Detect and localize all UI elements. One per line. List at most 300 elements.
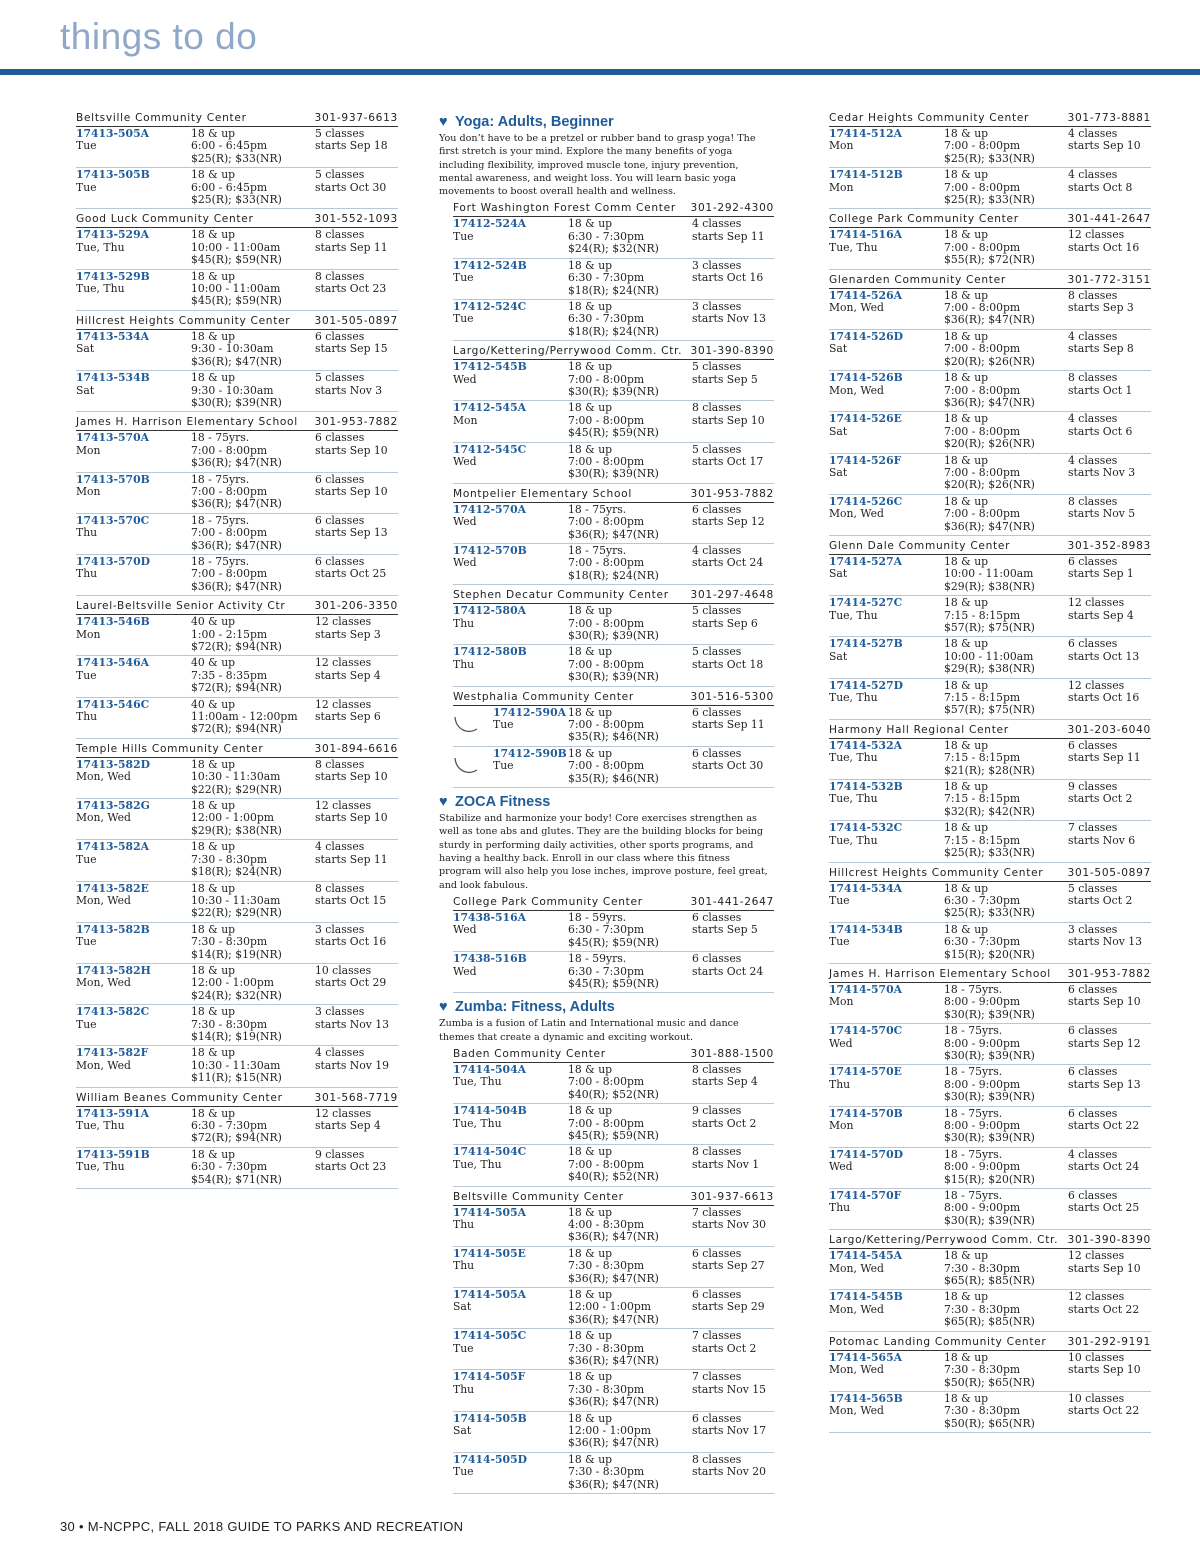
- venue-phone: 301-953-7882: [1067, 967, 1151, 980]
- class-count: 9 classes: [315, 1147, 365, 1161]
- entry-detail-cell: [568, 1146, 692, 1183]
- class-count: 6 classes: [1068, 637, 1118, 651]
- class-fee: $36(R); $47(NR): [944, 519, 1035, 533]
- class-days: Tue, Thu: [453, 1157, 502, 1171]
- class-entry: [829, 454, 1151, 495]
- entry-schedule-cell: [1068, 496, 1151, 533]
- venue-name: Laurel-Beltsville Senior Activity Ctr: [76, 600, 286, 613]
- venue-name: Harmony Hall Regional Center: [829, 723, 1009, 736]
- entry-schedule-cell: [315, 924, 398, 961]
- class-entry: [453, 604, 774, 645]
- class-start: starts Sep 4: [692, 1075, 758, 1089]
- entry-code-cell: [829, 822, 944, 859]
- class-days: Wed: [453, 964, 477, 978]
- class-age: 18 & up: [191, 371, 236, 385]
- class-age: 18 & up: [191, 922, 236, 936]
- heart-icon: ♥: [439, 794, 448, 811]
- entry-code-cell: [76, 841, 191, 878]
- class-age: 18 & up: [944, 596, 989, 610]
- entry-code-cell: [829, 1025, 944, 1062]
- class-time: 6:30 - 7:30pm: [191, 1160, 268, 1174]
- class-entry: [829, 780, 1151, 821]
- class-count: 5 classes: [692, 604, 742, 618]
- class-days: Tue: [76, 668, 97, 682]
- class-code: 17412-524B: [453, 258, 527, 272]
- class-days: Mon: [76, 484, 101, 498]
- class-entry: [829, 1351, 1151, 1392]
- venue-name: James H. Harrison Elementary School: [76, 416, 298, 429]
- class-code: 17414-570B: [829, 1106, 903, 1120]
- entry-detail-cell: [944, 496, 1068, 533]
- entry-schedule-cell: [692, 1371, 774, 1408]
- class-count: 6 classes: [1068, 554, 1118, 568]
- class-fee: $35(R); $46(NR): [568, 730, 659, 744]
- class-fee: $11(R); $15(NR): [191, 1071, 282, 1085]
- entry-schedule-cell: [692, 260, 774, 297]
- entry-schedule-cell: [315, 1149, 398, 1186]
- venue-phone: 301-953-7882: [690, 487, 774, 500]
- entry-schedule-cell: [315, 229, 398, 266]
- class-days: Tue, Thu: [76, 240, 125, 254]
- class-count: 9 classes: [692, 1104, 742, 1118]
- class-fee: $65(R); $85(NR): [944, 1315, 1035, 1329]
- class-days: Tue: [76, 852, 97, 866]
- class-code: 17414-545A: [829, 1249, 902, 1263]
- entry-detail-cell: [944, 556, 1068, 593]
- class-time: 7:00 - 8:00pm: [568, 413, 645, 427]
- column-1: [76, 108, 398, 1189]
- wave-logo-icon: [453, 752, 479, 776]
- class-days: Tue, Thu: [76, 1119, 125, 1132]
- class-age: 18 & up: [944, 371, 989, 385]
- class-count: 10 classes: [1068, 1391, 1125, 1405]
- entry-schedule-cell: [692, 402, 774, 439]
- class-start: starts Sep 6: [692, 616, 758, 630]
- class-age: 18 - 75yrs.: [568, 502, 627, 516]
- entry-schedule-cell: [1068, 169, 1151, 206]
- class-age: 40 & up: [191, 697, 236, 711]
- class-age: 18 & up: [568, 705, 613, 719]
- class-count: 4 classes: [1068, 1147, 1118, 1161]
- class-fee: $45(R); $59(NR): [568, 935, 659, 949]
- section-title-text: Yoga: Adults, Beginner: [455, 114, 614, 130]
- class-fee: $18(R); $24(NR): [568, 568, 659, 582]
- venue-phone: 301-297-4648: [690, 589, 774, 602]
- class-time: 7:00 - 8:00pm: [568, 616, 645, 630]
- class-count: 4 classes: [1068, 168, 1118, 182]
- class-fee: $30(R); $39(NR): [568, 670, 659, 684]
- entry-detail-cell: [944, 1025, 1068, 1062]
- entry-detail-cell: [944, 1190, 1068, 1227]
- venue-name: Montpelier Elementary School: [453, 487, 632, 500]
- class-code: 17414-570D: [829, 1147, 903, 1161]
- class-days: Tue, Thu: [829, 833, 878, 847]
- class-entry: [829, 1107, 1151, 1148]
- class-fee: $36(R); $47(NR): [568, 1395, 659, 1409]
- class-age: 40 & up: [191, 656, 236, 670]
- class-entry: [829, 596, 1151, 637]
- class-entry: [829, 412, 1151, 453]
- entry-schedule-cell: [692, 1105, 774, 1142]
- class-start: starts Sep 10: [692, 413, 765, 427]
- class-days: Mon, Wed: [76, 1058, 131, 1072]
- class-entry: [453, 1247, 774, 1288]
- class-days: Tue: [76, 935, 97, 949]
- venue-header: [453, 487, 774, 503]
- class-days: Tue: [453, 1341, 474, 1355]
- class-start: starts Nov 3: [1068, 465, 1136, 479]
- class-fee: $45(R); $59(NR): [568, 426, 659, 440]
- entry-code-cell: [453, 1454, 568, 1491]
- entry-schedule-cell: [1068, 822, 1151, 859]
- venue-name: William Beanes Community Center: [76, 1091, 283, 1104]
- class-start: starts Sep 12: [692, 515, 765, 529]
- class-age: 18 & up: [944, 738, 989, 752]
- entry-code-cell: [453, 1146, 568, 1183]
- class-count: 12 classes: [1068, 1249, 1125, 1263]
- class-age: 18 & up: [944, 922, 989, 936]
- entry-code-cell: [76, 1149, 191, 1186]
- class-count: 3 classes: [315, 1005, 365, 1019]
- class-entry: [76, 656, 398, 697]
- class-time: 7:30 - 8:30pm: [944, 1302, 1021, 1316]
- class-days: Thu: [76, 526, 98, 540]
- class-entry: [829, 1189, 1151, 1230]
- entry-detail-cell: [191, 229, 315, 266]
- class-count: 12 classes: [1068, 596, 1125, 610]
- class-code: 17413-582D: [76, 757, 150, 771]
- class-entry: [453, 544, 774, 585]
- class-code: 17414-565A: [829, 1350, 902, 1364]
- venue-phone: 301-894-6616: [314, 742, 398, 755]
- venue-header: [453, 690, 774, 706]
- class-entry: [76, 882, 398, 923]
- class-age: 18 - 75yrs.: [191, 554, 250, 568]
- entry-schedule-cell: [1068, 1393, 1151, 1430]
- class-code: 17414-505A: [453, 1288, 526, 1302]
- class-entry: [453, 1104, 774, 1145]
- class-age: 18 & up: [568, 1452, 613, 1466]
- entry-code-cell: [76, 699, 191, 736]
- venue-header: [829, 212, 1151, 228]
- class-time: 10:00 - 11:00am: [944, 567, 1034, 581]
- class-count: 12 classes: [1068, 678, 1125, 692]
- class-code: 17413-570C: [76, 513, 150, 527]
- class-time: 7:15 - 8:15pm: [944, 833, 1021, 847]
- entry-code-cell: [829, 1393, 944, 1430]
- class-fee: $45(R); $59(NR): [191, 253, 282, 267]
- class-time: 7:00 - 8:00pm: [568, 1075, 645, 1089]
- class-age: 18 & up: [191, 127, 236, 140]
- class-code: 17413-591A: [76, 1106, 149, 1120]
- entry-schedule-cell: [1068, 740, 1151, 777]
- entry-detail-cell: [191, 699, 315, 736]
- class-days: Thu: [453, 1382, 475, 1396]
- class-count: 5 classes: [692, 360, 742, 374]
- entry-schedule-cell: [692, 605, 774, 642]
- class-count: 7 classes: [692, 1370, 742, 1384]
- class-start: starts Nov 6: [1068, 833, 1136, 847]
- class-age: 18 & up: [568, 1411, 613, 1425]
- entry-code-cell: [453, 1064, 568, 1101]
- class-entry: [453, 911, 774, 952]
- class-count: 12 classes: [1068, 228, 1125, 242]
- class-entry: [453, 1145, 774, 1186]
- entry-schedule-cell: [315, 1006, 398, 1043]
- class-start: starts Oct 24: [692, 556, 764, 570]
- class-fee: $30(R); $39(NR): [944, 1007, 1035, 1021]
- class-count: 6 classes: [692, 705, 742, 719]
- class-days: Sat: [76, 383, 95, 397]
- class-start: starts Oct 25: [1068, 1201, 1140, 1215]
- entry-code-cell: [76, 1108, 191, 1145]
- class-code: 17414-570A: [829, 982, 902, 996]
- class-count: 6 classes: [692, 502, 742, 516]
- class-start: starts Sep 1: [1068, 567, 1134, 581]
- class-time: 1:00 - 2:15pm: [191, 627, 268, 641]
- venue-header: [453, 588, 774, 604]
- entry-detail-cell: [568, 1248, 692, 1285]
- entry-schedule-cell: [315, 616, 398, 653]
- class-entry: [829, 168, 1151, 209]
- entry-schedule-cell: [692, 646, 774, 683]
- class-code: 17412-590B: [493, 746, 567, 760]
- class-count: 8 classes: [692, 401, 742, 415]
- class-entry: [453, 217, 774, 258]
- entry-detail-cell: [191, 169, 315, 206]
- class-start: starts Nov 15: [692, 1382, 767, 1396]
- venue-header: [829, 967, 1151, 983]
- class-days: Wed: [453, 515, 477, 529]
- class-fee: $30(R); $39(NR): [944, 1090, 1035, 1104]
- entry-detail-cell: [191, 965, 315, 1002]
- class-days: Tue, Thu: [76, 1160, 125, 1174]
- entry-code-cell: [453, 402, 568, 439]
- entry-code-cell: [76, 331, 191, 368]
- class-age: 18 - 75yrs.: [191, 472, 250, 486]
- class-entry: [453, 1370, 774, 1411]
- venue-name: Baden Community Center: [453, 1047, 606, 1060]
- class-time: 12:00 - 1:00pm: [568, 1424, 652, 1438]
- entry-schedule-cell: [1068, 1352, 1151, 1389]
- entry-detail-cell: [944, 822, 1068, 859]
- class-count: 12 classes: [315, 615, 372, 629]
- entry-code-cell: [829, 1291, 944, 1328]
- entry-detail-cell: [944, 372, 1068, 409]
- class-code: 17414-534B: [829, 922, 903, 936]
- class-fee: $36(R); $47(NR): [568, 1436, 659, 1450]
- class-entry: [829, 371, 1151, 412]
- class-start: starts Sep 10: [1068, 139, 1141, 153]
- class-age: 18 & up: [944, 228, 989, 242]
- venue-phone: 301-352-8983: [1067, 539, 1151, 552]
- heart-icon: ♥: [439, 114, 448, 130]
- class-start: starts Sep 4: [315, 668, 381, 682]
- entry-detail-cell: [568, 1330, 692, 1367]
- class-age: 18 & up: [568, 604, 613, 618]
- venue-header: [829, 539, 1151, 555]
- header-rule: [0, 69, 1200, 75]
- class-start: starts Oct 16: [692, 271, 764, 285]
- class-entry: [829, 1024, 1151, 1065]
- entry-detail-cell: [191, 271, 315, 308]
- entry-detail-cell: [944, 1108, 1068, 1145]
- class-fee: $21(R); $28(NR): [944, 763, 1035, 777]
- entry-detail-cell: [944, 638, 1068, 675]
- entry-detail-cell: [944, 1393, 1068, 1430]
- class-time: 4:00 - 8:30pm: [568, 1217, 645, 1231]
- class-start: starts Sep 4: [1068, 608, 1134, 622]
- class-days: Mon, Wed: [829, 1302, 884, 1316]
- class-days: Sat: [829, 342, 848, 356]
- class-count: 6 classes: [692, 910, 742, 924]
- class-fee: $36(R); $47(NR): [568, 1271, 659, 1285]
- class-days: Tue: [829, 935, 850, 949]
- column-2: [439, 108, 774, 1494]
- class-start: starts Sep 13: [315, 526, 388, 540]
- class-code: 17413-582A: [76, 840, 149, 854]
- class-time: 6:00 - 6:45pm: [191, 180, 268, 194]
- entry-schedule-cell: [692, 748, 774, 785]
- class-count: 9 classes: [1068, 780, 1118, 794]
- class-age: 18 & up: [944, 494, 989, 508]
- entry-schedule-cell: [1068, 413, 1151, 450]
- class-start: starts Sep 11: [692, 229, 765, 243]
- class-age: 18 & up: [568, 1104, 613, 1118]
- class-count: 4 classes: [1068, 453, 1118, 467]
- entry-schedule-cell: [1068, 1291, 1151, 1328]
- entry-detail-cell: [568, 646, 692, 683]
- class-time: 7:30 - 8:30pm: [944, 1363, 1021, 1377]
- class-fee: $24(R); $32(NR): [568, 242, 659, 256]
- class-count: 3 classes: [1068, 922, 1118, 936]
- class-time: 8:00 - 9:00pm: [944, 1160, 1021, 1174]
- venue-header: [76, 1091, 398, 1107]
- entry-detail-cell: [944, 455, 1068, 492]
- venue-name: Hillcrest Heights Community Center: [829, 866, 1044, 879]
- class-fee: $30(R); $39(NR): [944, 1213, 1035, 1227]
- class-code: 17414-527A: [829, 554, 902, 568]
- venue-phone: 301-568-7719: [314, 1091, 398, 1104]
- class-code: 17414-526E: [829, 412, 902, 426]
- entry-schedule-cell: [315, 883, 398, 920]
- class-code: 17414-527B: [829, 637, 903, 651]
- class-code: 17413-591B: [76, 1147, 150, 1161]
- wave-icon-cell: [453, 748, 493, 785]
- class-count: 4 classes: [315, 1046, 365, 1060]
- venue-name: James H. Harrison Elementary School: [829, 967, 1051, 980]
- class-age: 18 & up: [191, 329, 236, 343]
- venue-name: Largo/Kettering/Perrywood Comm. Ctr.: [453, 345, 683, 358]
- entry-schedule-cell: [1068, 556, 1151, 593]
- entry-schedule-cell: [1068, 984, 1151, 1021]
- class-time: 6:30 - 7:30pm: [568, 229, 645, 243]
- entry-code-cell: [76, 515, 191, 552]
- class-age: 18 & up: [944, 678, 989, 692]
- class-entry: [453, 747, 774, 788]
- class-fee: $40(R); $52(NR): [568, 1170, 659, 1184]
- class-entry: [76, 1005, 398, 1046]
- entry-code-cell: [829, 924, 944, 961]
- entry-code-cell: [453, 260, 568, 297]
- class-start: starts Nov 20: [692, 1465, 767, 1479]
- class-time: 10:00 - 11:00am: [944, 649, 1034, 663]
- class-start: starts Oct 22: [1068, 1404, 1140, 1418]
- class-time: 7:00 - 8:00pm: [191, 567, 268, 581]
- class-count: 8 classes: [1068, 371, 1118, 385]
- entry-detail-cell: [568, 707, 692, 744]
- class-age: 18 & up: [944, 1391, 989, 1405]
- class-code: 17414-505B: [453, 1411, 527, 1425]
- venue-header: [76, 314, 398, 330]
- page-header-title: things to do: [60, 16, 258, 57]
- class-code: 17412-545A: [453, 401, 526, 415]
- class-fee: $36(R); $47(NR): [191, 354, 282, 368]
- class-count: 4 classes: [692, 544, 742, 558]
- entry-schedule-cell: [315, 331, 398, 368]
- class-start: starts Nov 1: [692, 1157, 760, 1171]
- class-entry: [453, 360, 774, 401]
- class-days: Tue: [453, 229, 474, 243]
- class-fee: $36(R); $47(NR): [191, 538, 282, 552]
- class-age: 18 & up: [191, 1046, 236, 1060]
- class-fee: $36(R); $47(NR): [568, 527, 659, 541]
- entry-detail-cell: [568, 504, 692, 541]
- entry-schedule-cell: [1068, 1250, 1151, 1287]
- entry-detail-cell: [568, 301, 692, 338]
- class-fee: $15(R); $20(NR): [944, 947, 1035, 961]
- class-time: 6:00 - 6:45pm: [191, 139, 268, 153]
- entry-code-cell: [453, 953, 568, 990]
- class-fee: $32(R); $42(NR): [944, 804, 1035, 818]
- entry-schedule-cell: [692, 1454, 774, 1491]
- class-age: 18 & up: [191, 840, 236, 854]
- class-code: 17414-516A: [829, 228, 902, 242]
- entry-code-cell: [76, 800, 191, 837]
- venue-phone: 301-292-9191: [1067, 1335, 1151, 1348]
- entry-schedule-cell: [692, 1207, 774, 1244]
- class-count: 6 classes: [315, 554, 365, 568]
- class-days: Thu: [453, 657, 475, 671]
- venue-header: [829, 1233, 1151, 1249]
- class-count: 6 classes: [692, 1288, 742, 1302]
- venue-name: Cedar Heights Community Center: [829, 112, 1030, 124]
- class-count: 6 classes: [1068, 738, 1118, 752]
- class-entry: [76, 923, 398, 964]
- class-fee: $30(R); $39(NR): [568, 384, 659, 398]
- class-count: 8 classes: [315, 269, 365, 283]
- entry-detail-cell: [191, 372, 315, 409]
- class-fee: $36(R); $47(NR): [191, 497, 282, 511]
- class-age: 18 - 59yrs.: [568, 910, 627, 924]
- class-time: 6:30 - 7:30pm: [944, 893, 1021, 907]
- entry-schedule-cell: [315, 841, 398, 878]
- class-fee: $45(R); $59(NR): [568, 1128, 659, 1142]
- class-fee: $24(R); $32(NR): [191, 988, 282, 1002]
- class-fee: $72(R); $94(NR): [191, 640, 282, 653]
- entry-schedule-cell: [1068, 1149, 1151, 1186]
- entry-code-cell: [453, 545, 568, 582]
- class-code: 17414-534A: [829, 881, 902, 895]
- page-footer: 30 • M-NCPPC, FALL 2018 GUIDE TO PARKS AND RECREATION: [60, 1519, 464, 1534]
- class-age: 18 & up: [568, 1370, 613, 1384]
- entry-detail-cell: [944, 597, 1068, 634]
- class-count: 6 classes: [315, 472, 365, 486]
- class-count: 7 classes: [1068, 821, 1118, 835]
- class-count: 7 classes: [692, 1329, 742, 1343]
- class-code: 17414-570E: [829, 1065, 902, 1079]
- class-entry: [76, 168, 398, 209]
